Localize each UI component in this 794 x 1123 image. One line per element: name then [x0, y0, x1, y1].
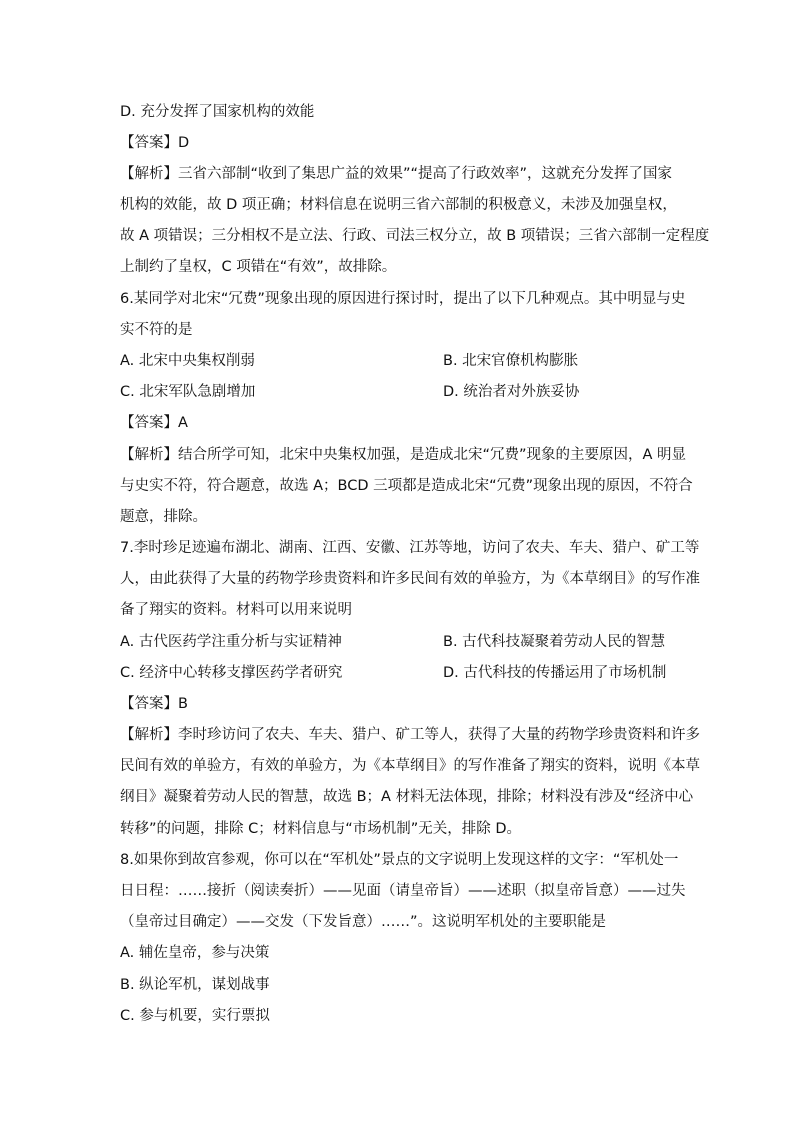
q7-analysis-line: 【解析】李时珍访问了农夫、车夫、猎户、矿工等人，获得了大量的药物学珍贵资料和许多 [120, 727, 700, 743]
q8-option-b: B. 纵论军机，谋划战事 [120, 977, 270, 993]
q7-analysis-line: 转移”的问题，排除 C；材料信息与“市场机制”无关，排除 D。 [120, 821, 522, 837]
q5-analysis-line: 机构的效能，故 D 项正确；材料信息在说明三省六部制的积极意义，未涉及加强皇权， [120, 197, 677, 213]
q5-analysis-line: 上制约了皇权，C 项错在“有效”，故排除。 [120, 259, 397, 275]
q5-answer: 【答案】D [120, 135, 190, 151]
q7-answer: 【答案】B [120, 696, 188, 712]
q6-analysis-line: 题意，排除。 [120, 509, 207, 525]
q6-analysis-line: 【解析】结合所学可知，北宋中央集权加强，是造成北宋“冗费”现象的主要原因，A 明显 [120, 447, 687, 463]
q7-option-a: A. 古代医药学注重分析与实证精神 [120, 634, 342, 650]
q7-stem-line: 7.李时珍足迹遍布湖北、湖南、江西、安徽、江苏等地，访问了农夫、车夫、猎户、矿工等 [120, 540, 700, 556]
q6-answer: 【答案】A [120, 415, 188, 431]
q8-option-c: C. 参与机要，实行票拟 [120, 1008, 270, 1024]
q5-option-d: D. 充分发挥了国家机构的效能 [120, 104, 315, 120]
q6-stem-line: 实不符的是 [120, 322, 193, 338]
q7-option-b: B. 古代科技凝聚着劳动人民的智慧 [443, 634, 666, 650]
q6-option-b: B. 北宋官僚机构膨胀 [443, 353, 579, 369]
q6-analysis-line: 与史实不符，符合题意，故选 A；BCD 三项都是造成北宋“冗费”现象出现的原因，不符合 [120, 478, 693, 494]
q7-stem-line: 备了翔实的资料。材料可以用来说明 [120, 602, 352, 618]
q6-option-c: C. 北宋军队急剧增加 [120, 384, 256, 400]
q7-analysis-line: 民间有效的单验方，有效的单验方，为《本草纲目》的写作准备了翔实的资料，说明《本草 [120, 758, 700, 774]
q6-option-d: D. 统治者对外族妥协 [443, 384, 580, 400]
q8-stem-line: 8.如果你到故宫参观，你可以在“军机处”景点的文字说明上发现这样的文字：“军机处一 [120, 852, 679, 868]
q8-option-a: A. 辅佐皇帝，参与决策 [120, 945, 270, 961]
q6-option-a: A. 北宋中央集权削弱 [120, 353, 255, 369]
q5-analysis-line: 故 A 项错误；三分相权不是立法、行政、司法三权分立，故 B 项错误；三省六部制一定程度 [120, 228, 710, 244]
q7-option-d: D. 古代科技的传播运用了市场机制 [443, 665, 667, 681]
q7-analysis-line: 纲目》凝聚着劳动人民的智慧，故选 B；A 材料无法体现，排除；材料没有涉及“经济中心 [120, 789, 694, 805]
q7-stem-line: 人，由此获得了大量的药物学珍贵资料和许多民间有效的单验方，为《本草纲目》的写作准 [120, 571, 700, 587]
q8-stem-line: 日日程：……接折（阅读奏折）——见面（请皇帝旨）——述职（拟皇帝旨意）——过失 [120, 883, 686, 899]
q7-option-c: C. 经济中心转移支撑医药学者研究 [120, 665, 343, 681]
q6-stem-line: 6.某同学对北宋“冗费”现象出现的原因进行探讨时，提出了以下几种观点。其中明显与史 [120, 291, 686, 307]
q5-analysis-line: 【解析】三省六部制“收到了集思广益的效果”“提高了行政效率”，这就充分发挥了国家 [120, 166, 673, 182]
q8-stem-line: （皇帝过目确定）——交发（下发旨意）……”。这说明军机处的主要职能是 [120, 914, 607, 930]
